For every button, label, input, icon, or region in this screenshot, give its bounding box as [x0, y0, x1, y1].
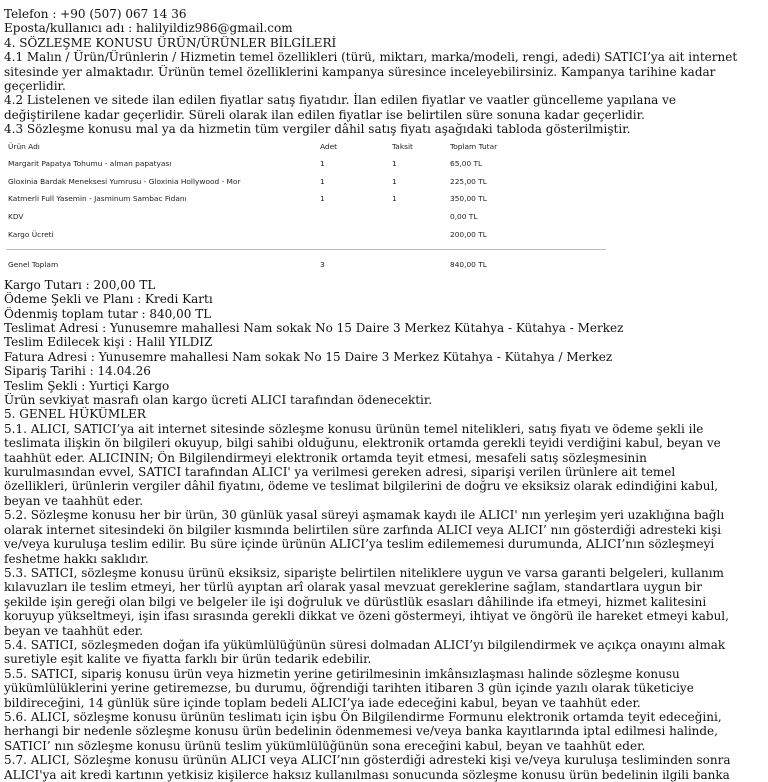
clause-5-3: [4, 566, 764, 638]
cell-amount: 65,00 TL: [450, 159, 483, 168]
table-row: [6, 172, 606, 190]
cell-quantity: [318, 225, 390, 243]
cell-amount: 200,00 TL: [450, 229, 487, 239]
cell-product: KDV: [8, 212, 24, 222]
clause-line: kılavuzları ile teslim etmeyi, her türlü ayıptan arî olarak yasal mevzuat gereklerine sağlam, standartlara uygun bir: [4, 580, 702, 595]
table-row: [6, 208, 606, 226]
clause-line: şekilde işin gereği olan bilgi ve belgeler ile işi doğruluk ve dürüstlük esasları dâhilinde ifa etmeyi, hizmet kalitesini: [4, 594, 707, 609]
header-installment: Taksit: [392, 142, 413, 152]
seller-phone: Telefon : +90 (507) 067 14 36: [4, 7, 187, 21]
clause-line: 5.2. Sözleşme konusu her bir ürün, 30 günlük yasal süreyi aşmamak kaydı ile ALICI' nın yerleşim yeri uzaklığına bağlı: [4, 508, 725, 523]
seller-email: Eposta/kullanıcı adı : halilyildiz986@gmail.com: [4, 21, 293, 36]
cell-amount: 225,00 TL: [450, 176, 487, 186]
cell-installment: [390, 208, 448, 226]
billing-address: Fatura Adresi : Yunusemre mahallesi Nam sokak No 15 Daire 3 Merkez Kütahya - Kütahya / Merkez: [4, 349, 613, 364]
total-installment: [390, 256, 448, 274]
clause-line: özellikleri, ürünlerin vergiler dâhil fiyatını, ödeme ve teslimat bilgilerini de doğru ve eksiksiz olarak edindiğini kabul,: [4, 479, 719, 494]
table-total-row: [6, 256, 606, 274]
section-5-title: 5. GENEL HÜKÜMLER: [4, 407, 146, 422]
clause-5-4: [4, 638, 764, 667]
shipping-note: Ürün sevkiyat masrafı olan kargo ücreti ALICI tarafından ödenecektir.: [4, 393, 433, 408]
header-product-name: Ürün Adı: [8, 142, 40, 152]
cell-product: Kargo Ücreti: [8, 229, 54, 239]
cell-amount: 350,00 TL: [450, 194, 487, 204]
cell-installment: 1: [392, 194, 397, 204]
clause-line: 5.7. ALICI, Sözleşme konusu ürünün ALICI veya ALICI’nın gösterdiği adresteki kişi ve/veya kuruluşa tesliminden sonra: [4, 753, 731, 768]
clause-5-2: [4, 508, 764, 566]
cell-installment: 1: [392, 159, 397, 168]
recipient: Teslim Edilecek kişi : Halil YILDIZ: [4, 335, 213, 350]
clause-line: geçerlidir.: [4, 79, 66, 94]
clause-line: beyan ve taahhüt eder.: [4, 623, 144, 638]
clause-line: SATICI’ nın sözleşme konusu ürünü teslim yükümlülüğünün sona ereceğini kabul, beyan ve taahhüt eder.: [4, 738, 646, 753]
paid-total: Ödenmiş toplam tutar : 840,00 TL: [4, 306, 212, 321]
cell-product: Margarit Papatya Tohumu - alman papatyası: [8, 159, 172, 168]
order-info: [4, 278, 764, 408]
clause-4-1: [4, 50, 764, 93]
clause-4-3: 4.3 Sözleşme konusu mal ya da hizmetin tüm vergiler dâhil satış fiyatı aşağıdaki tabloda gösterilmiştir.: [4, 122, 631, 137]
total-label: Genel Toplam: [8, 260, 59, 270]
clause-line: kurulmasından evvel, SATICI tarafından ALICI' ya verilmesi gereken adresi, siparişi verilen ürünlere ait temel: [4, 465, 676, 480]
cell-product: Gloxinia Bardak Meneksesi Yumrusu - Gloxinia Hollywood - Mor: [8, 176, 241, 186]
cell-product: Katmerli Full Yasemin - Jasminum Sambac Fidanı: [8, 194, 187, 204]
clause-line: teslimata ilişkin ön bilgileri okuyup, bilgi sahibi olduğunu, elektronik ortamda gerekli teyidi verdiğini kabul, beyan ve: [4, 436, 721, 451]
cell-installment: [390, 225, 448, 243]
clause-line: 5.5. SATICI, sipariş konusu ürün veya hizmetin yerine getirilmesinin imkânsızlaşması halinde sözleşme konusu: [4, 666, 680, 681]
clause-5-5: [4, 667, 764, 710]
table-row: [6, 225, 606, 243]
clause-line: suretiyle eşit kalite ve fiyatta farklı bir ürün tedarik edebilir.: [4, 652, 372, 667]
clause-line: yükümlülüklerini yerine getiremezse, bu durumu, öğrendiği tarihten itibaren 3 gün içinde yazılı olarak tüketiciye: [4, 681, 694, 696]
header-total-amount: Toplam Tutar: [450, 142, 498, 152]
delivery-method: Teslim Şekli : Yurtiçi Kargo: [4, 378, 170, 393]
clause-line: 4.2 Listelenen ve sitede ilan edilen fiyatlar satış fiyatıdır. İlan edilen fiyatlar ve vaatler güncelleme yapılana ve: [4, 93, 677, 108]
clause-line: değiştirilene kadar geçerlidir. Süreli olarak ilan edilen fiyatlar ise belirtilen süre sonuna kadar geçerlidir.: [4, 107, 645, 122]
clause-line: sitesinde yer almaktadır. Ürünün temel özelliklerini kampanya süresince inceleyebilirsiniz. Kampanya tarihine kadar: [4, 64, 716, 79]
total-quantity: 3: [320, 260, 325, 270]
clause-line: koruyup yükseltmeyi, işin ifası sırasında gerekli dikkat ve özeni göstermeyi, ihtiyat ve öngörü ile hareket etmeyi kabul,: [4, 609, 729, 624]
cut-off-line: [4, 0, 764, 7]
cell-quantity: 1: [320, 159, 325, 168]
clause-line: olarak internet sitesindeki ön bilgiler kısmında belirtilen süre zarfında ALICI veya ALICI’ nın gösterdiği adresteki kişi: [4, 522, 722, 537]
cell-quantity: 1: [320, 194, 325, 204]
table-header-row: [6, 139, 606, 155]
cell-quantity: 1: [320, 176, 325, 186]
clause-line: 5.1. ALICI, SATICI’ya ait internet sitesinde sözleşme konusu ürünün temel nitelikleri, satış fiyatı ve ödeme şekli ile: [4, 421, 704, 436]
table-row: [6, 155, 606, 173]
cell-quantity: [318, 208, 390, 226]
product-table: [6, 139, 606, 274]
clause-line: 5.3. SATICI, sözleşme konusu ürünü eksiksiz, siparişte belirtilen niteliklere uygun ve varsa garanti belgeleri, kullanım: [4, 565, 724, 580]
clause-4-2: [4, 93, 764, 122]
clause-line: 5.4. SATICI, sözleşmeden doğan ifa yükümlülüğünün süresi dolmadan ALICI’yı bilgilendirmek ve açıkça onayını almak: [4, 637, 726, 652]
header-quantity: Adet: [320, 142, 338, 152]
total-amount: 840,00 TL: [450, 260, 487, 270]
payment-method: Ödeme Şekli ve Planı : Kredi Kartı: [4, 292, 213, 307]
clause-5-1: [4, 422, 764, 508]
cell-amount: 0,00 TL: [450, 212, 478, 222]
clause-line: beyan ve taahhüt eder.: [4, 493, 144, 508]
agreement-document: [4, 0, 764, 782]
clause-line: feshetme hakkı saklıdır.: [4, 551, 149, 566]
clause-line: 4.1 Malın / Ürün/Ürünlerin / Hizmetin temel özellikleri (türü, miktarı, marka/modeli, rengi, adedi) SATICI’ya ait internet: [4, 50, 738, 65]
clause-line: ve/veya kuruluşa teslim edilir. Bu süre içinde ürünün ALICI’ya teslim edilememesi durumunda, ALICI’nın sözleşmeyi: [4, 537, 715, 552]
clause-line: 5.6. ALICI, sözleşme konusu ürünün teslimatı için işbu Ön Bilgilendirme Formunu elektronik ortamda teyit edeceğini,: [4, 709, 722, 724]
delivery-address: Teslimat Adresi : Yunusemre mahallesi Nam sokak No 15 Daire 3 Merkez Kütahya - Kütahya - Merkez: [4, 321, 624, 335]
shipping-fee: Kargo Tutarı : 200,00 TL: [4, 277, 156, 292]
clause-line: herhangi bir nedenle sözleşme konusu ürün bedelinin ödenmemesi ve/veya banka kayıtlarında iptal edilmesi halinde,: [4, 724, 718, 739]
order-date: Sipariş Tarihi : 14.04.26: [4, 364, 151, 379]
section-4-title: 4. SÖZLEŞME KONUSU ÜRÜN/ÜRÜNLER BİLGİLERİ: [4, 35, 337, 50]
clause-line: taahhüt eder. ALICININ; Ön Bilgilendirmeyi elektronik ortamda teyit etmesi, mesafeli satış sözleşmesinin: [4, 450, 647, 465]
clause-line: bildireceğini, 14 günlük süre içinde toplam bedeli ALICI’ya iade edeceğini kabul, beyan ve taahhüt eder.: [4, 695, 641, 710]
table-row: [6, 190, 606, 208]
clause-5-6: [4, 710, 764, 753]
cell-installment: 1: [392, 176, 397, 186]
clause-line: ALICI'ya ait kredi kartının yetkisiz kişilerce haksız kullanılması sonucunda sözleşme konusu ürün bedelinin ilgili banka: [4, 767, 730, 782]
